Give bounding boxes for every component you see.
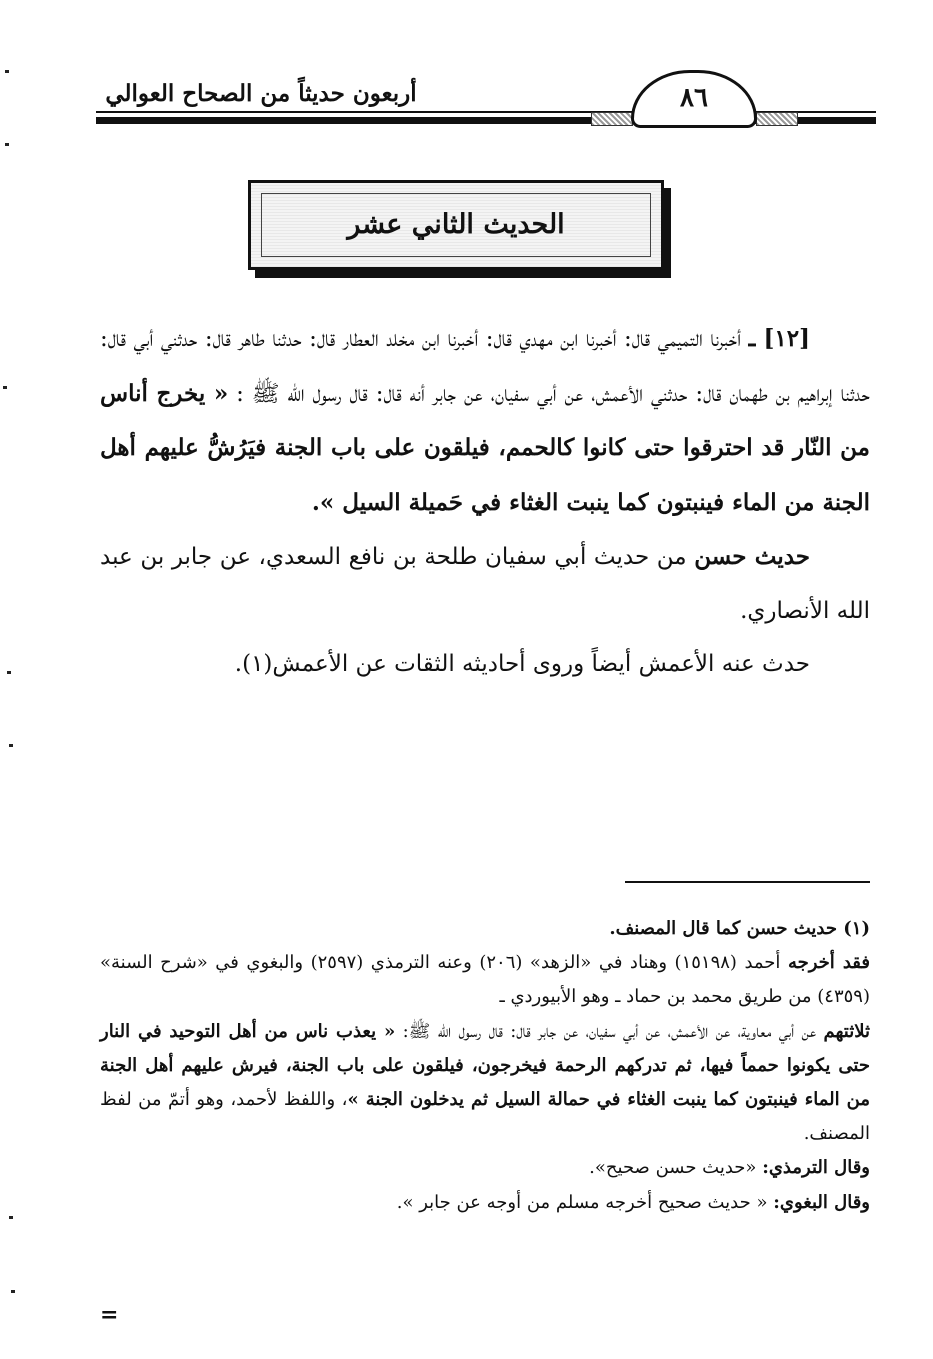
footnotes (100, 912, 870, 1220)
footnote-thalathathum (100, 1015, 870, 1152)
hadith-chain: أخبرنا التميمي قال: أخبرنا ابن مهدي قال: أخبرنا ابن مخلد العطار قال: حدثنا طاهر قال: حدثني أبي قال: حدثنا إبراهيم بن طهمان قال: حدثني الأعمش، عن أبي سفيان، عن جابر أنه قال: قال رسول الله ﷺ : (100, 326, 870, 407)
takhrij-label: فقد أخرجه (787, 952, 870, 974)
footnote-quote-tail: ، واللفظ لأحمد، وهو أتمّ من لفظ المصنف. (100, 1089, 870, 1145)
book-title: أربعون حديثاً من الصحاح العوالي (105, 80, 417, 107)
margin-mark (11, 1290, 15, 1293)
footnote-takhrij (100, 946, 870, 1014)
margin-mark (3, 386, 7, 389)
margin-mark (9, 1216, 13, 1219)
thalathathum-label: ثلاثتهم (823, 1020, 870, 1042)
thalathathum-text: عن أبي معاوية، عن الأعمش، عن أبي سفيان، عن جابر قال: قال رسول الله ﷺ: (402, 1020, 817, 1042)
hadith-number: [١٢] ـ (748, 325, 810, 352)
main-text (100, 312, 870, 692)
footnote-divider (625, 881, 870, 883)
takhrij-text: أحمد (١٥١٩٨) وهناد في «الزهد» (٢٠٦) وعنه الترمذي (٢٥٩٧) والبغوي في «شرح السنة» (٤٣٥٩) من طريق محمد بن حماد ـ وهو الأبيوردي ـ (100, 952, 870, 1008)
grading-paragraph (100, 530, 870, 638)
margin-mark (5, 70, 9, 73)
hadith-matn: « يخرج أناس من النّار قد احترقوا حتى كانوا كالحمم، فيلقون على باب الجنة فيَرُشُّ عليهم أهل الجنة من الماء فينبتون كما ينبت الغثاء في حَميلة السيل ». (100, 379, 870, 516)
footnote-1-title: (١) حديث حسن كما قال المصنف. (609, 918, 870, 939)
section-title: الحديث الثاني عشر (261, 193, 651, 257)
grading-text: من حديث أبي سفيان طلحة بن نافع السعدي، عن جابر بن عبد الله الأنصاري. (100, 544, 870, 624)
header-ornament-left (591, 112, 633, 126)
margin-mark (7, 671, 11, 674)
footnote-tirmidhi (100, 1151, 870, 1185)
margin-mark (9, 744, 13, 747)
page-header (96, 60, 876, 140)
tirmidhi-label: وقال الترمذي: (762, 1157, 870, 1179)
footnote-quote: « يعذب ناس من أهل التوحيد في النار حتى يكونوا حمماً فيها، ثم تدركهم الرحمة فيخرجون، فيلقون على باب الجنة، فيرش عليهم أهل الجنة من الماء فينبتون كما ينبت الغثاء في حمالة السيل ثم يدخلون الجنة » (100, 1020, 870, 1111)
baghawi-label: وقال البغوي: (773, 1191, 870, 1213)
margin-mark (5, 143, 9, 146)
tirmidhi-text: «حديث حسن صحيح». (589, 1157, 757, 1179)
footnote-baghawi (100, 1186, 870, 1220)
page-number: ٨٦ (680, 83, 708, 113)
section-title-box (248, 180, 664, 270)
bottom-mark: = (100, 1302, 119, 1328)
baghawi-text: « حديث صحيح أخرجه مسلم من أوجه عن جابر ». (396, 1191, 768, 1213)
hadith-paragraph (100, 312, 870, 530)
note-paragraph: حدث عنه الأعمش أيضاً وروى أحاديثه الثقات عن الأعمش(١). (234, 651, 810, 677)
page-number-badge (631, 70, 757, 128)
header-ornament-right (756, 112, 798, 126)
grading-label: حديث حسن (694, 543, 811, 570)
